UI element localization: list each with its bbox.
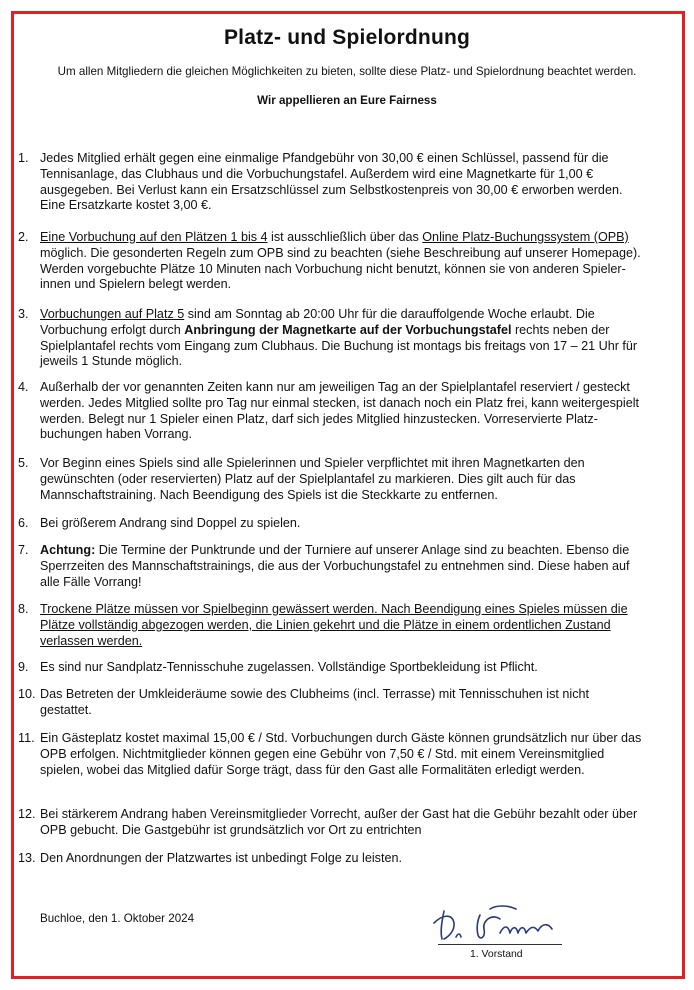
rule-text-segment: Jedes Mitglied erhält gegen eine einmalige Pfandgebühr von 30,00 € einen Schlüssel, passend für die Tennisanlage, das Clubhaus und die Vorbuchungstafel. Außerdem wird eine Magnetkarte für 1,00 € ausgegeben. Bei Verlust kann ein Ersatzschlüssel zum Selbstkostenpreis von 30,00 € erworben werden. Eine Ersatzkarte kostet 3,00 €. bbox=[40, 151, 623, 213]
rule-text bbox=[40, 660, 642, 676]
rule-item bbox=[18, 687, 642, 719]
rule-text bbox=[40, 456, 642, 503]
rule-text-segment: rechts neben der Spielplantafel rechts vom Eingang zum Clubhaus. Die Buchung ist montags bis freitags von 17 – 21 Uhr für jeweils 1 Stunde möglich. bbox=[40, 322, 638, 369]
rule-text-segment: Bei stärkerem Andrang haben Vereinsmitglieder Vorrecht, außer der Gast hat die Gebühr bezahlt oder über OPB gebucht. Die Gastgebühr ist grundsätzlich vor Ort zu entrichten bbox=[40, 807, 638, 837]
rule-item bbox=[18, 151, 642, 214]
rule-item bbox=[18, 380, 642, 443]
page-subtitle: Um allen Mitgliedern die gleichen Möglichkeiten zu bieten, sollte diese Platz- und Spielordnung beachtet werden. bbox=[57, 65, 637, 78]
rule-text-segment: möglich. Die gesonderten Regeln zum OPB sind zu beachten (siehe Beschreibung auf unserer Homepage). Werden vorgebuchte Plätze 10 Minuten nach Vorbuchung nicht benutzt, können sie von anderen Spieler- innen und Spielern belegt werden. bbox=[40, 245, 641, 292]
rule-number: 12. bbox=[18, 807, 36, 821]
rule-text bbox=[40, 230, 642, 293]
rule-text-segment: Es sind nur Sandplatz-Tennisschuhe zugelassen. Vollständige Sportbekleidung ist Pflicht. bbox=[40, 660, 538, 674]
rule-text-segment: Bei größerem Andrang sind Doppel zu spielen. bbox=[40, 516, 301, 530]
rule-number: 4. bbox=[18, 380, 29, 394]
rule-item bbox=[18, 660, 642, 676]
rule-text-segment: sind am Sonntag ab 20:00 Uhr für die darauffolgende Woche erlaubt. Die Vorbuchung erfolgt durch bbox=[40, 307, 595, 337]
rule-number: 3. bbox=[18, 307, 29, 321]
rule-item bbox=[18, 307, 642, 370]
rule-number: 2. bbox=[18, 230, 29, 244]
rule-text-segment: Den Anordnungen der Platzwartes ist unbedingt Folge zu leisten. bbox=[40, 851, 402, 865]
rule-text bbox=[40, 851, 642, 867]
rule-number: 7. bbox=[18, 543, 29, 557]
rule-number: 6. bbox=[18, 516, 29, 530]
signature-role: 1. Vorstand bbox=[470, 949, 523, 960]
rule-text bbox=[40, 807, 642, 839]
rule-text-segment: Anbringung der Magnetkarte auf der Vorbuchungstafel bbox=[184, 322, 512, 337]
page-title: Platz- und Spielordnung bbox=[223, 26, 471, 49]
rule-text bbox=[40, 380, 642, 443]
handwritten-signature bbox=[420, 893, 570, 947]
rule-text-segment: ist ausschließlich über das bbox=[267, 230, 423, 244]
rule-text-segment: Vor Beginn eines Spiels sind alle Spielerinnen und Spieler verpflichtet mit ihren Magnetkarten den gewünschten (oder reservierten) Platz auf der Spielplantafel zu markieren. Dies gilt auch für das Mannschaftstraining. Nach Beendigung des Spiels ist die Steckkarte zu entfernen. bbox=[40, 456, 585, 502]
rule-item bbox=[18, 230, 642, 293]
rule-item bbox=[18, 807, 642, 839]
rule-text-segment: Online Platz-Buchungssystem (OPB) bbox=[422, 230, 629, 244]
rule-text-segment: Trockene Plätze müssen vor Spielbeginn gewässert werden. Nach Beendigung eines Spieles müssen die Plätze vollständig abgezogen werden, die Linien gekehrt und die Plätze in einem ordentlichen Zustand verlassen werden. bbox=[40, 602, 628, 648]
rule-text bbox=[40, 543, 642, 590]
rule-text bbox=[40, 602, 642, 649]
place-and-date: Buchloe, den 1. Oktober 2024 bbox=[40, 912, 195, 925]
rule-text-segment: Die Termine der Punktrunde und der Turniere auf unserer Anlage sind zu beachten. Ebenso die Sperrzeiten des Mannschaftstrainings, die aus der Vorbuchungstafel zu entnehmen sind. Diese haben auf alle Fälle Vorrang! bbox=[40, 543, 630, 589]
rule-item bbox=[18, 456, 642, 503]
rule-text bbox=[40, 151, 642, 214]
rule-text bbox=[40, 731, 642, 778]
rule-text bbox=[40, 687, 642, 719]
rule-item bbox=[18, 516, 642, 532]
rule-item bbox=[18, 602, 642, 649]
rule-text-segment: Eine Vorbuchung auf den Plätzen 1 bis 4 bbox=[40, 230, 268, 244]
rule-text bbox=[40, 307, 642, 370]
rule-text-segment: Achtung: bbox=[40, 543, 96, 557]
rule-text bbox=[40, 516, 642, 532]
rule-number: 11. bbox=[18, 731, 35, 745]
rule-item bbox=[18, 543, 642, 590]
fairness-appeal: Wir appellieren an Eure Fairness bbox=[257, 94, 437, 107]
signature-line bbox=[438, 944, 562, 945]
rule-text-segment: Vorbuchungen auf Platz 5 bbox=[40, 307, 185, 321]
rule-item bbox=[18, 731, 642, 778]
rule-text-segment: Das Betreten der Umkleideräume sowie des Clubheims (incl. Terrasse) mit Tennisschuhen ist nicht gestattet. bbox=[40, 687, 589, 717]
rule-number: 5. bbox=[18, 456, 29, 470]
rule-text-segment: Ein Gästeplatz kostet maximal 15,00 € / Std. Vorbuchungen durch Gäste können grundsätzlich nur über das OPB erfolgen. Nichtmitglieder können gegen eine Gebühr von 7,50 € / Std. mit einem Vereinsmitglied spielen, wobei das Mitglied dafür Sorge trägt, dass für den Gast alle Formalitäten erledigt werden. bbox=[40, 731, 642, 777]
rule-number: 8. bbox=[18, 602, 29, 616]
rule-text-segment: Außerhalb der vor genannten Zeiten kann nur am jeweiligen Tag an der Spielplantafel reserviert / gesteckt werden. Jedes Mitglied sollte pro Tag nur einmal stecken, ist danach noch ein Platz frei, kann weitergespielt werden. Belegt nur 1 Spieler einen Platz, darf sich jedes Mitglied hinzustecken. Vorreservierte Platz-buchungen haben Vorrang. bbox=[40, 380, 639, 442]
rule-number: 13. bbox=[18, 851, 36, 865]
rule-number: 1. bbox=[18, 151, 29, 165]
rule-number: 10. bbox=[18, 687, 36, 701]
rule-item bbox=[18, 851, 642, 867]
rule-number: 9. bbox=[18, 660, 29, 674]
